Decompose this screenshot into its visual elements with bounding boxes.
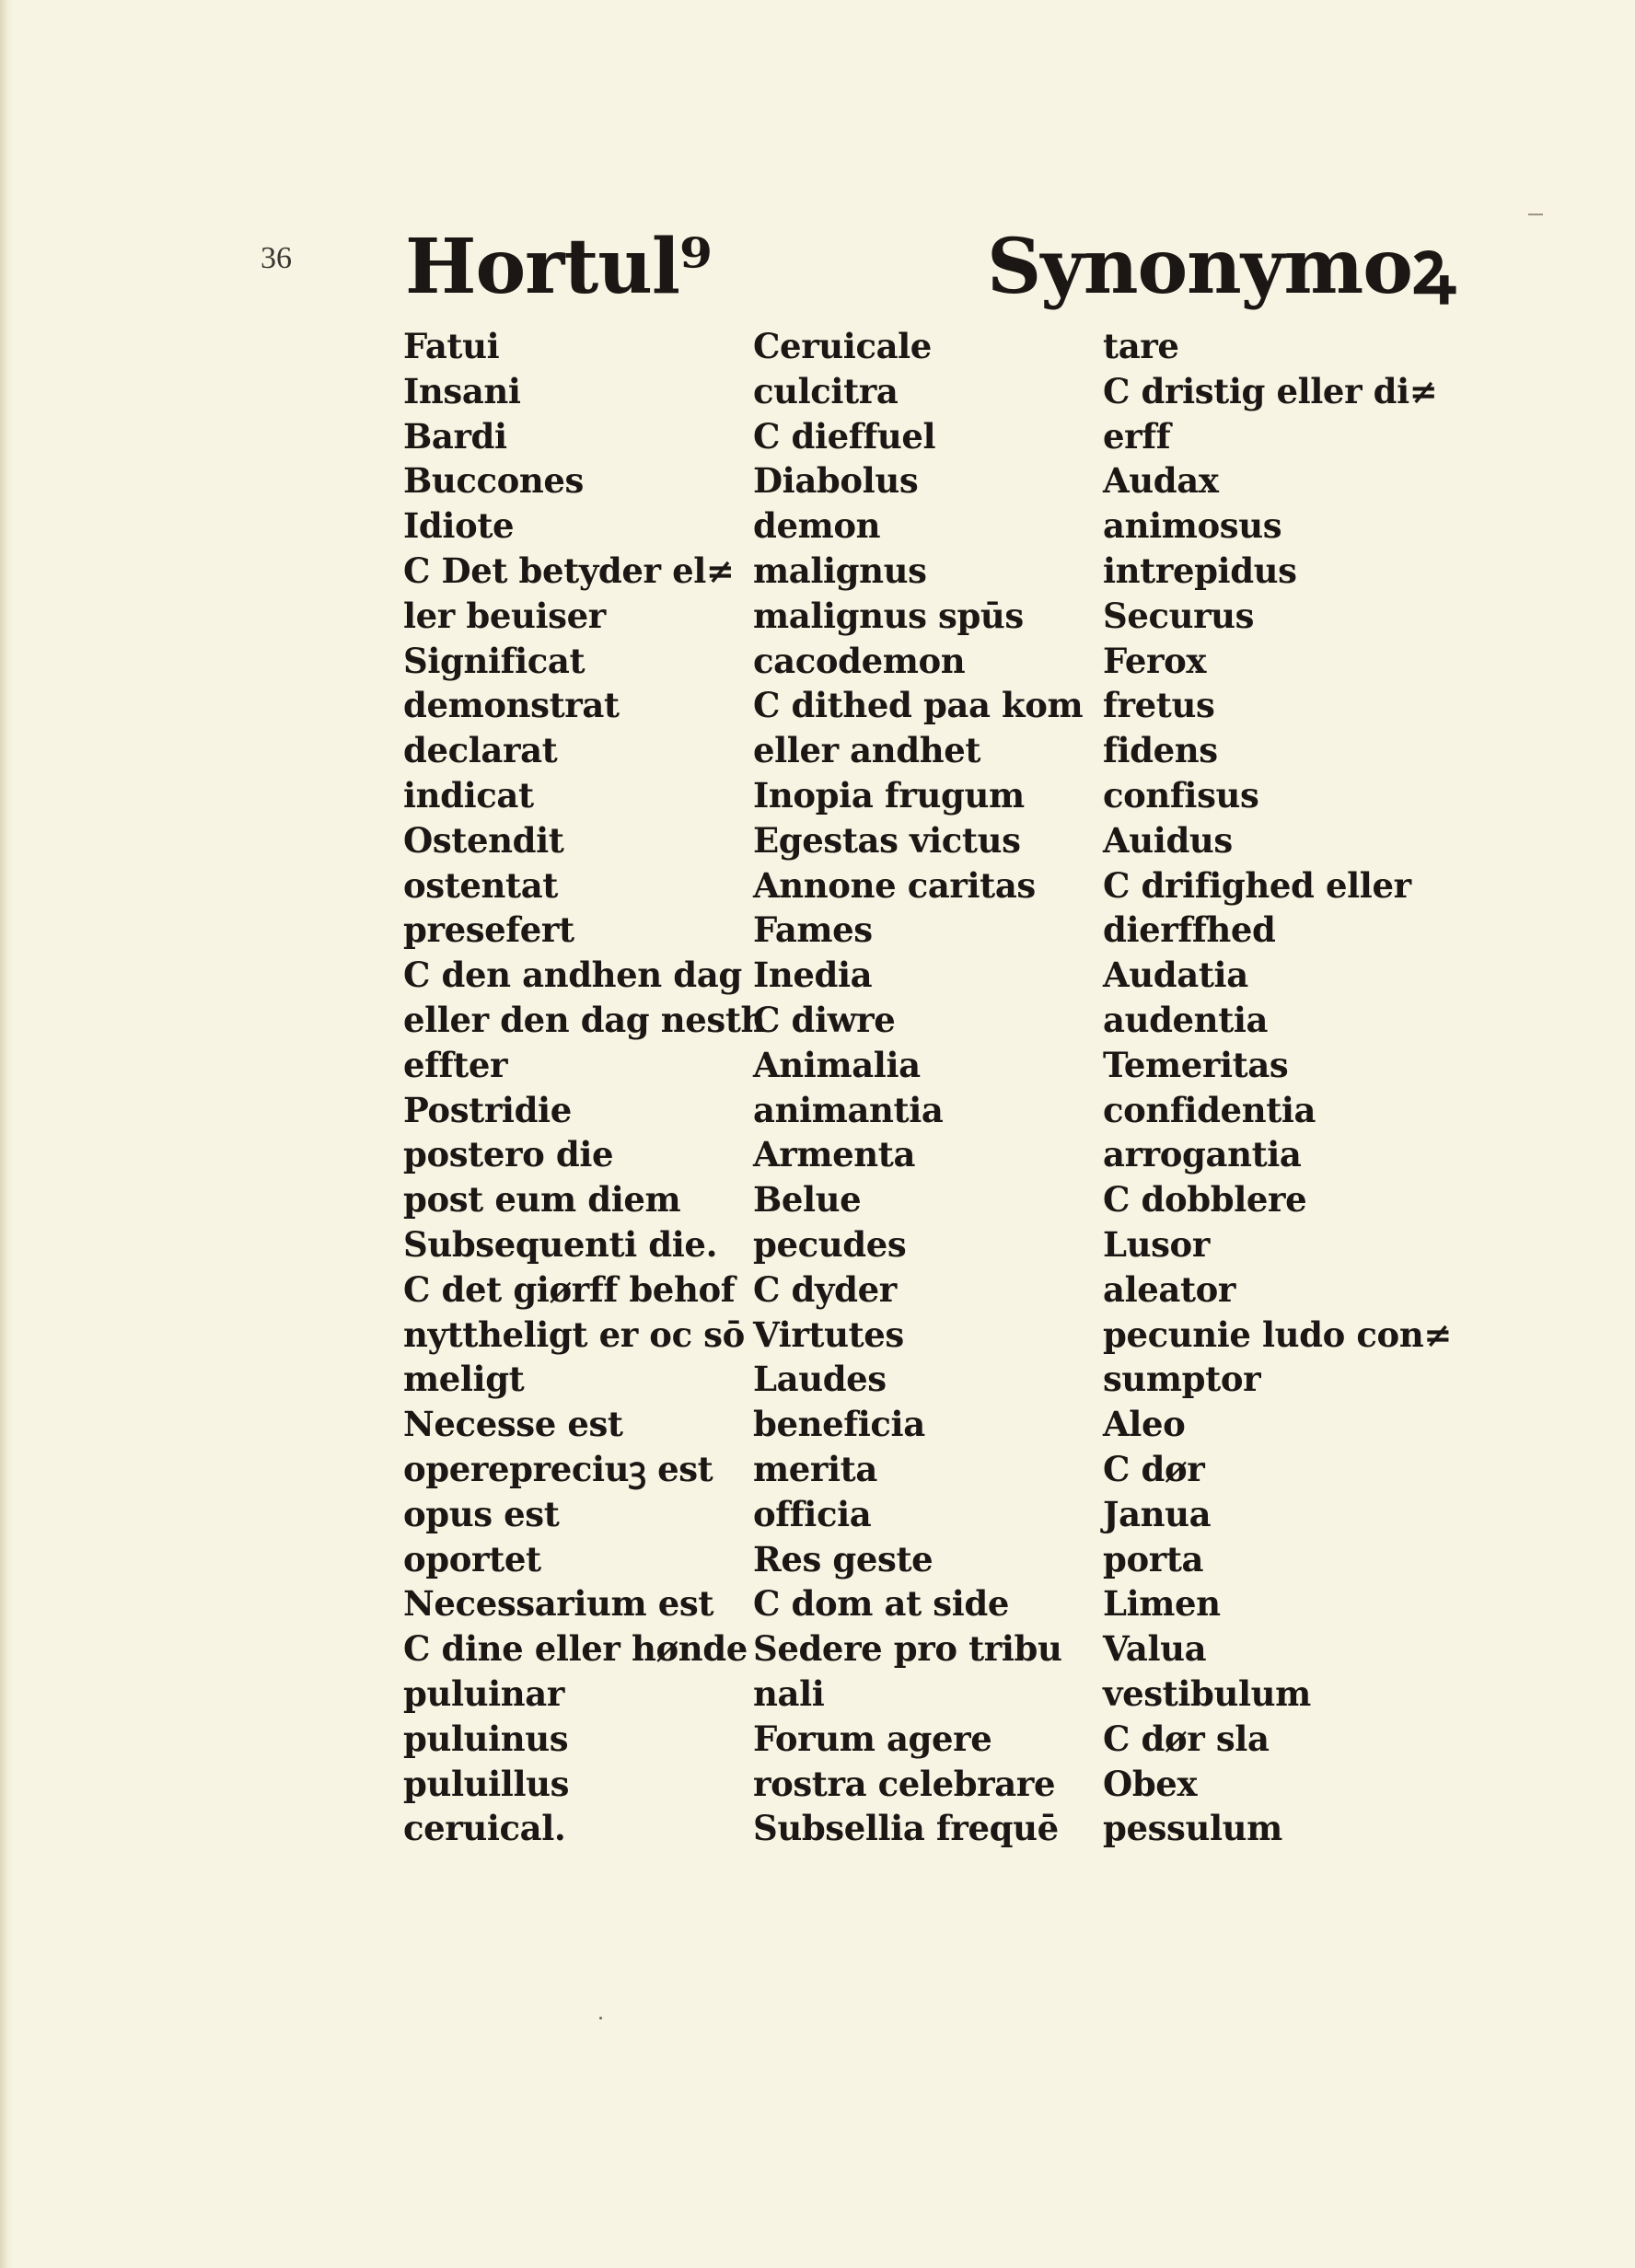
column-entry: Subsequenti die. bbox=[403, 1223, 718, 1265]
column-entry: presefert bbox=[403, 909, 574, 951]
column-entry: operepreciuꝫ est bbox=[403, 1448, 713, 1489]
column-entry: post eum diem bbox=[403, 1179, 681, 1221]
text-column-2 bbox=[753, 324, 1083, 1851]
column-entry: animantia bbox=[753, 1089, 944, 1130]
margin-tick-mark bbox=[1528, 214, 1543, 215]
column-entry: cacodemon bbox=[753, 640, 966, 681]
column-entry: fretus bbox=[1103, 685, 1215, 726]
text-column-1 bbox=[403, 324, 765, 1851]
column-entry: confidentia bbox=[1103, 1089, 1316, 1130]
column-entry: animosus bbox=[1103, 505, 1282, 547]
column-entry: postero die bbox=[403, 1134, 614, 1175]
column-entry: puluillus bbox=[403, 1763, 570, 1804]
column-entry: ostentat bbox=[403, 864, 558, 906]
column-entry: eller andhet bbox=[753, 730, 981, 771]
column-entry: Securus bbox=[1103, 595, 1255, 636]
column-entry: Janua bbox=[1103, 1493, 1212, 1534]
column-entry: officia bbox=[753, 1493, 872, 1534]
column-entry: C dyder bbox=[753, 1268, 897, 1310]
column-entry: erff bbox=[1103, 415, 1171, 457]
column-entry: audentia bbox=[1103, 999, 1269, 1040]
column-entry: Diabolus bbox=[753, 460, 919, 502]
column-entry: Postridie bbox=[403, 1089, 572, 1130]
column-entry: C den andhen dag bbox=[403, 955, 742, 996]
column-entry: dierffhed bbox=[1103, 909, 1276, 951]
column-entry: Ferox bbox=[1103, 640, 1207, 681]
column-entry: malignus spūs bbox=[753, 595, 1024, 636]
column-entry: Valua bbox=[1103, 1628, 1207, 1670]
column-entry: Necessarium est bbox=[403, 1583, 714, 1625]
column-entry: Fatui bbox=[403, 326, 500, 366]
column-entry: C dine eller hønde bbox=[403, 1628, 748, 1670]
column-entry: intrepidus bbox=[1103, 550, 1297, 591]
column-entry: arrogantia bbox=[1103, 1134, 1302, 1175]
column-entry: Animalia bbox=[753, 1044, 921, 1085]
column-entry: Insani bbox=[403, 370, 521, 411]
column-entry: C dør sla bbox=[1103, 1718, 1270, 1759]
column-entry: C drifighed eller bbox=[1103, 864, 1411, 906]
column-entry: ler beuiser bbox=[403, 595, 606, 636]
column-entry: Sedere pro tribu bbox=[753, 1628, 1062, 1670]
column-entry: Egestas victus bbox=[753, 819, 1021, 861]
column-entry: meligt bbox=[403, 1359, 525, 1400]
column-entry: Buccones bbox=[403, 460, 584, 502]
ink-speck bbox=[599, 2017, 602, 2019]
column-entry: effter bbox=[403, 1044, 508, 1085]
column-entry: tare bbox=[1103, 326, 1179, 366]
running-head-right: Synonymoꝝ bbox=[987, 223, 1455, 311]
column-entry: Inedia bbox=[753, 955, 873, 996]
column-entry: Fames bbox=[753, 909, 873, 951]
column-entry: declarat bbox=[403, 730, 558, 771]
column-entry: C dom at side bbox=[753, 1583, 1009, 1625]
column-entry: Significat bbox=[403, 640, 586, 681]
column-entry: Auidus bbox=[1103, 819, 1233, 861]
column-entry: C det giørff behof bbox=[403, 1268, 736, 1310]
column-entry: Virtutes bbox=[753, 1313, 904, 1355]
page-number: 36 bbox=[261, 241, 292, 275]
column-entry: opus est bbox=[403, 1493, 560, 1534]
column-entry: Laudes bbox=[753, 1359, 887, 1400]
column-entry: C diwre bbox=[753, 999, 896, 1040]
column-entry: Inopia frugum bbox=[753, 774, 1025, 816]
column-entry: Temeritas bbox=[1103, 1044, 1289, 1085]
column-entry: pessulum bbox=[1103, 1808, 1282, 1849]
column-entry: oportet bbox=[403, 1538, 541, 1580]
column-entry: Limen bbox=[1103, 1583, 1221, 1625]
column-entry: puluinus bbox=[403, 1718, 569, 1759]
column-entry: puluinar bbox=[403, 1672, 564, 1714]
text-column-3 bbox=[1103, 324, 1452, 1851]
column-entry: C dithed paa kom bbox=[753, 685, 1084, 726]
column-entry: Ceruicale bbox=[753, 326, 932, 366]
column-entry: Necesse est bbox=[403, 1404, 623, 1445]
column-entry: vestibulum bbox=[1103, 1672, 1311, 1714]
column-entry: sumptor bbox=[1103, 1359, 1261, 1400]
column-entry: pecudes bbox=[753, 1223, 907, 1265]
column-entry: demonstrat bbox=[403, 685, 620, 726]
column-entry: Audax bbox=[1103, 460, 1219, 502]
column-entry: aleator bbox=[1103, 1268, 1236, 1310]
column-entry: Bardi bbox=[403, 415, 507, 457]
column-entry: Lusor bbox=[1103, 1223, 1210, 1265]
column-entry: confisus bbox=[1103, 774, 1259, 816]
column-entry: merita bbox=[753, 1448, 877, 1489]
column-entry: Belue bbox=[753, 1179, 862, 1221]
column-entry: C dieffuel bbox=[753, 415, 936, 457]
column-entry: Ostendit bbox=[403, 819, 564, 861]
column-entry: ceruical. bbox=[403, 1808, 566, 1849]
column-entry: C dristig eller di≠ bbox=[1103, 370, 1438, 411]
column-entry: Res geste bbox=[753, 1538, 933, 1580]
column-entry: Obex bbox=[1103, 1763, 1198, 1804]
column-entry: Audatia bbox=[1103, 955, 1248, 996]
column-entry: demon bbox=[753, 505, 881, 547]
column-entry: Forum agere bbox=[753, 1718, 992, 1759]
column-entry: Subsellia frequē bbox=[753, 1808, 1059, 1849]
column-entry: nali bbox=[753, 1672, 825, 1714]
column-entry: C dobblere bbox=[1103, 1179, 1307, 1221]
column-entry: malignus bbox=[753, 550, 927, 591]
column-entry: C Det betyder el≠ bbox=[403, 550, 735, 591]
column-entry: Aleo bbox=[1103, 1404, 1186, 1445]
column-entry: Idiote bbox=[403, 505, 515, 547]
column-entry: pecunie ludo con≠ bbox=[1103, 1313, 1452, 1355]
column-entry: nyttheligt er oc sō bbox=[403, 1313, 745, 1355]
column-entry: Armenta bbox=[753, 1134, 916, 1175]
column-entry: eller den dag nesth bbox=[403, 999, 766, 1040]
column-entry: culcitra bbox=[753, 370, 899, 411]
column-entry: indicat bbox=[403, 774, 534, 816]
running-head-left: Hortul⁹ bbox=[405, 223, 712, 311]
column-entry: beneficia bbox=[753, 1404, 925, 1445]
column-entry: porta bbox=[1103, 1538, 1204, 1580]
column-entry: Annone caritas bbox=[753, 864, 1036, 906]
column-entry: C dør bbox=[1103, 1448, 1205, 1489]
column-entry: rostra celebrare bbox=[753, 1763, 1056, 1804]
column-entry: fidens bbox=[1103, 730, 1218, 771]
page-gutter-shadow bbox=[0, 0, 13, 2268]
